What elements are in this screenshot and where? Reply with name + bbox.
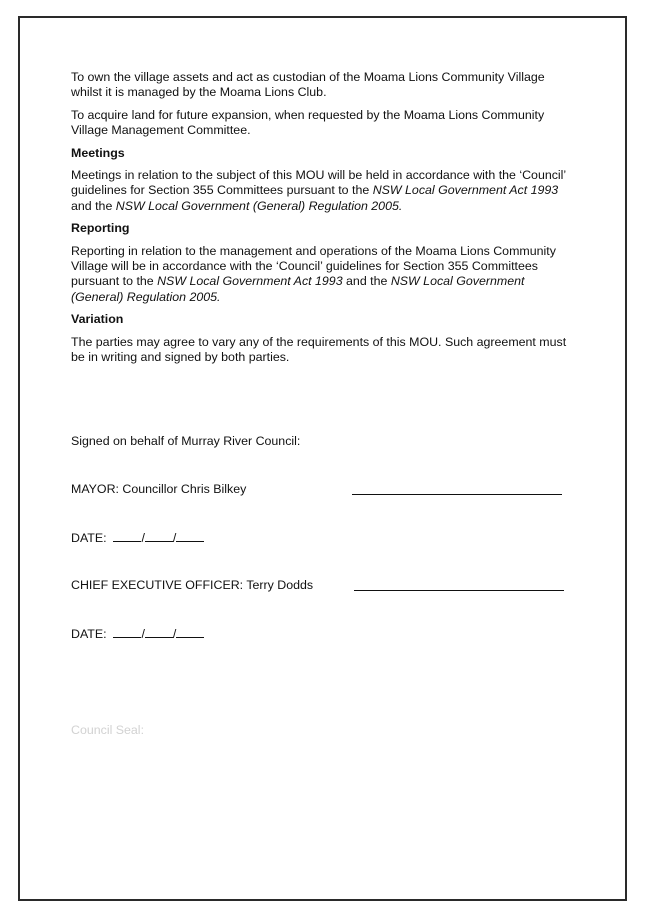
objective-custodian: To own the village assets and act as custodian of the Moama Lions Community Village whilst it is managed by the Moama Lions Club. <box>71 70 545 100</box>
reporting-text-b: and the <box>342 274 391 289</box>
date-month-blank <box>145 626 173 638</box>
signed-on-behalf: Signed on behalf of Murray River Council: <box>71 434 301 448</box>
mayor-date-row <box>71 530 204 546</box>
document-body <box>71 70 571 373</box>
reporting-regulation: NSW Local Government (General) Regulation 2005. <box>71 274 525 304</box>
date-label: DATE: <box>71 531 107 545</box>
meetings-act: NSW Local Government Act 1993 <box>372 183 559 198</box>
meetings-regulation: NSW Local Government (General) Regulation 2005. <box>115 198 403 213</box>
meetings-paragraph <box>71 168 571 214</box>
meetings-text-a: Meetings in relation to the subject of this MOU will be held in accordance with the ‘Council’ guidelines for Section 355 Committees pursuant to the <box>71 168 566 198</box>
date-separator: / <box>172 531 177 545</box>
date-label: DATE: <box>71 627 107 641</box>
ceo-date-row <box>71 626 204 642</box>
date-year-blank <box>176 530 204 542</box>
date-day-blank <box>113 530 141 542</box>
date-separator: / <box>172 627 177 641</box>
reporting-act: NSW Local Government Act 1993 <box>157 274 343 289</box>
date-separator: / <box>141 531 145 545</box>
variation-heading: Variation <box>71 312 124 327</box>
date-separator: / <box>141 627 145 641</box>
date-month-blank <box>145 530 173 542</box>
reporting-text-a: Reporting in relation to the management and operations of the Moama Lions Community Village will be in accordance with the ‘Council’ guidelines for Section 355 Committees pursuant to the <box>71 243 556 289</box>
meetings-heading: Meetings <box>71 145 125 160</box>
objective-land-acquisition: To acquire land for future expansion, when requested by the Moama Lions Community Village Management Committee. <box>71 107 545 138</box>
mayor-signature-line <box>352 494 562 495</box>
reporting-heading: Reporting <box>71 221 130 236</box>
date-year-blank <box>176 626 204 638</box>
meetings-text-b: and the <box>71 198 116 213</box>
date-day-blank <box>113 626 141 638</box>
mayor-label: MAYOR: Councillor Chris Bilkey <box>71 482 247 496</box>
ceo-signature-line <box>354 590 564 591</box>
ceo-label: CHIEF EXECUTIVE OFFICER: Terry Dodds <box>71 578 314 592</box>
variation-paragraph: The parties may agree to vary any of the requirements of this MOU. Such agreement must be in writing and signed by both parties. <box>71 334 567 365</box>
reporting-paragraph <box>71 244 571 306</box>
council-seal-label: Council Seal: <box>71 723 145 737</box>
